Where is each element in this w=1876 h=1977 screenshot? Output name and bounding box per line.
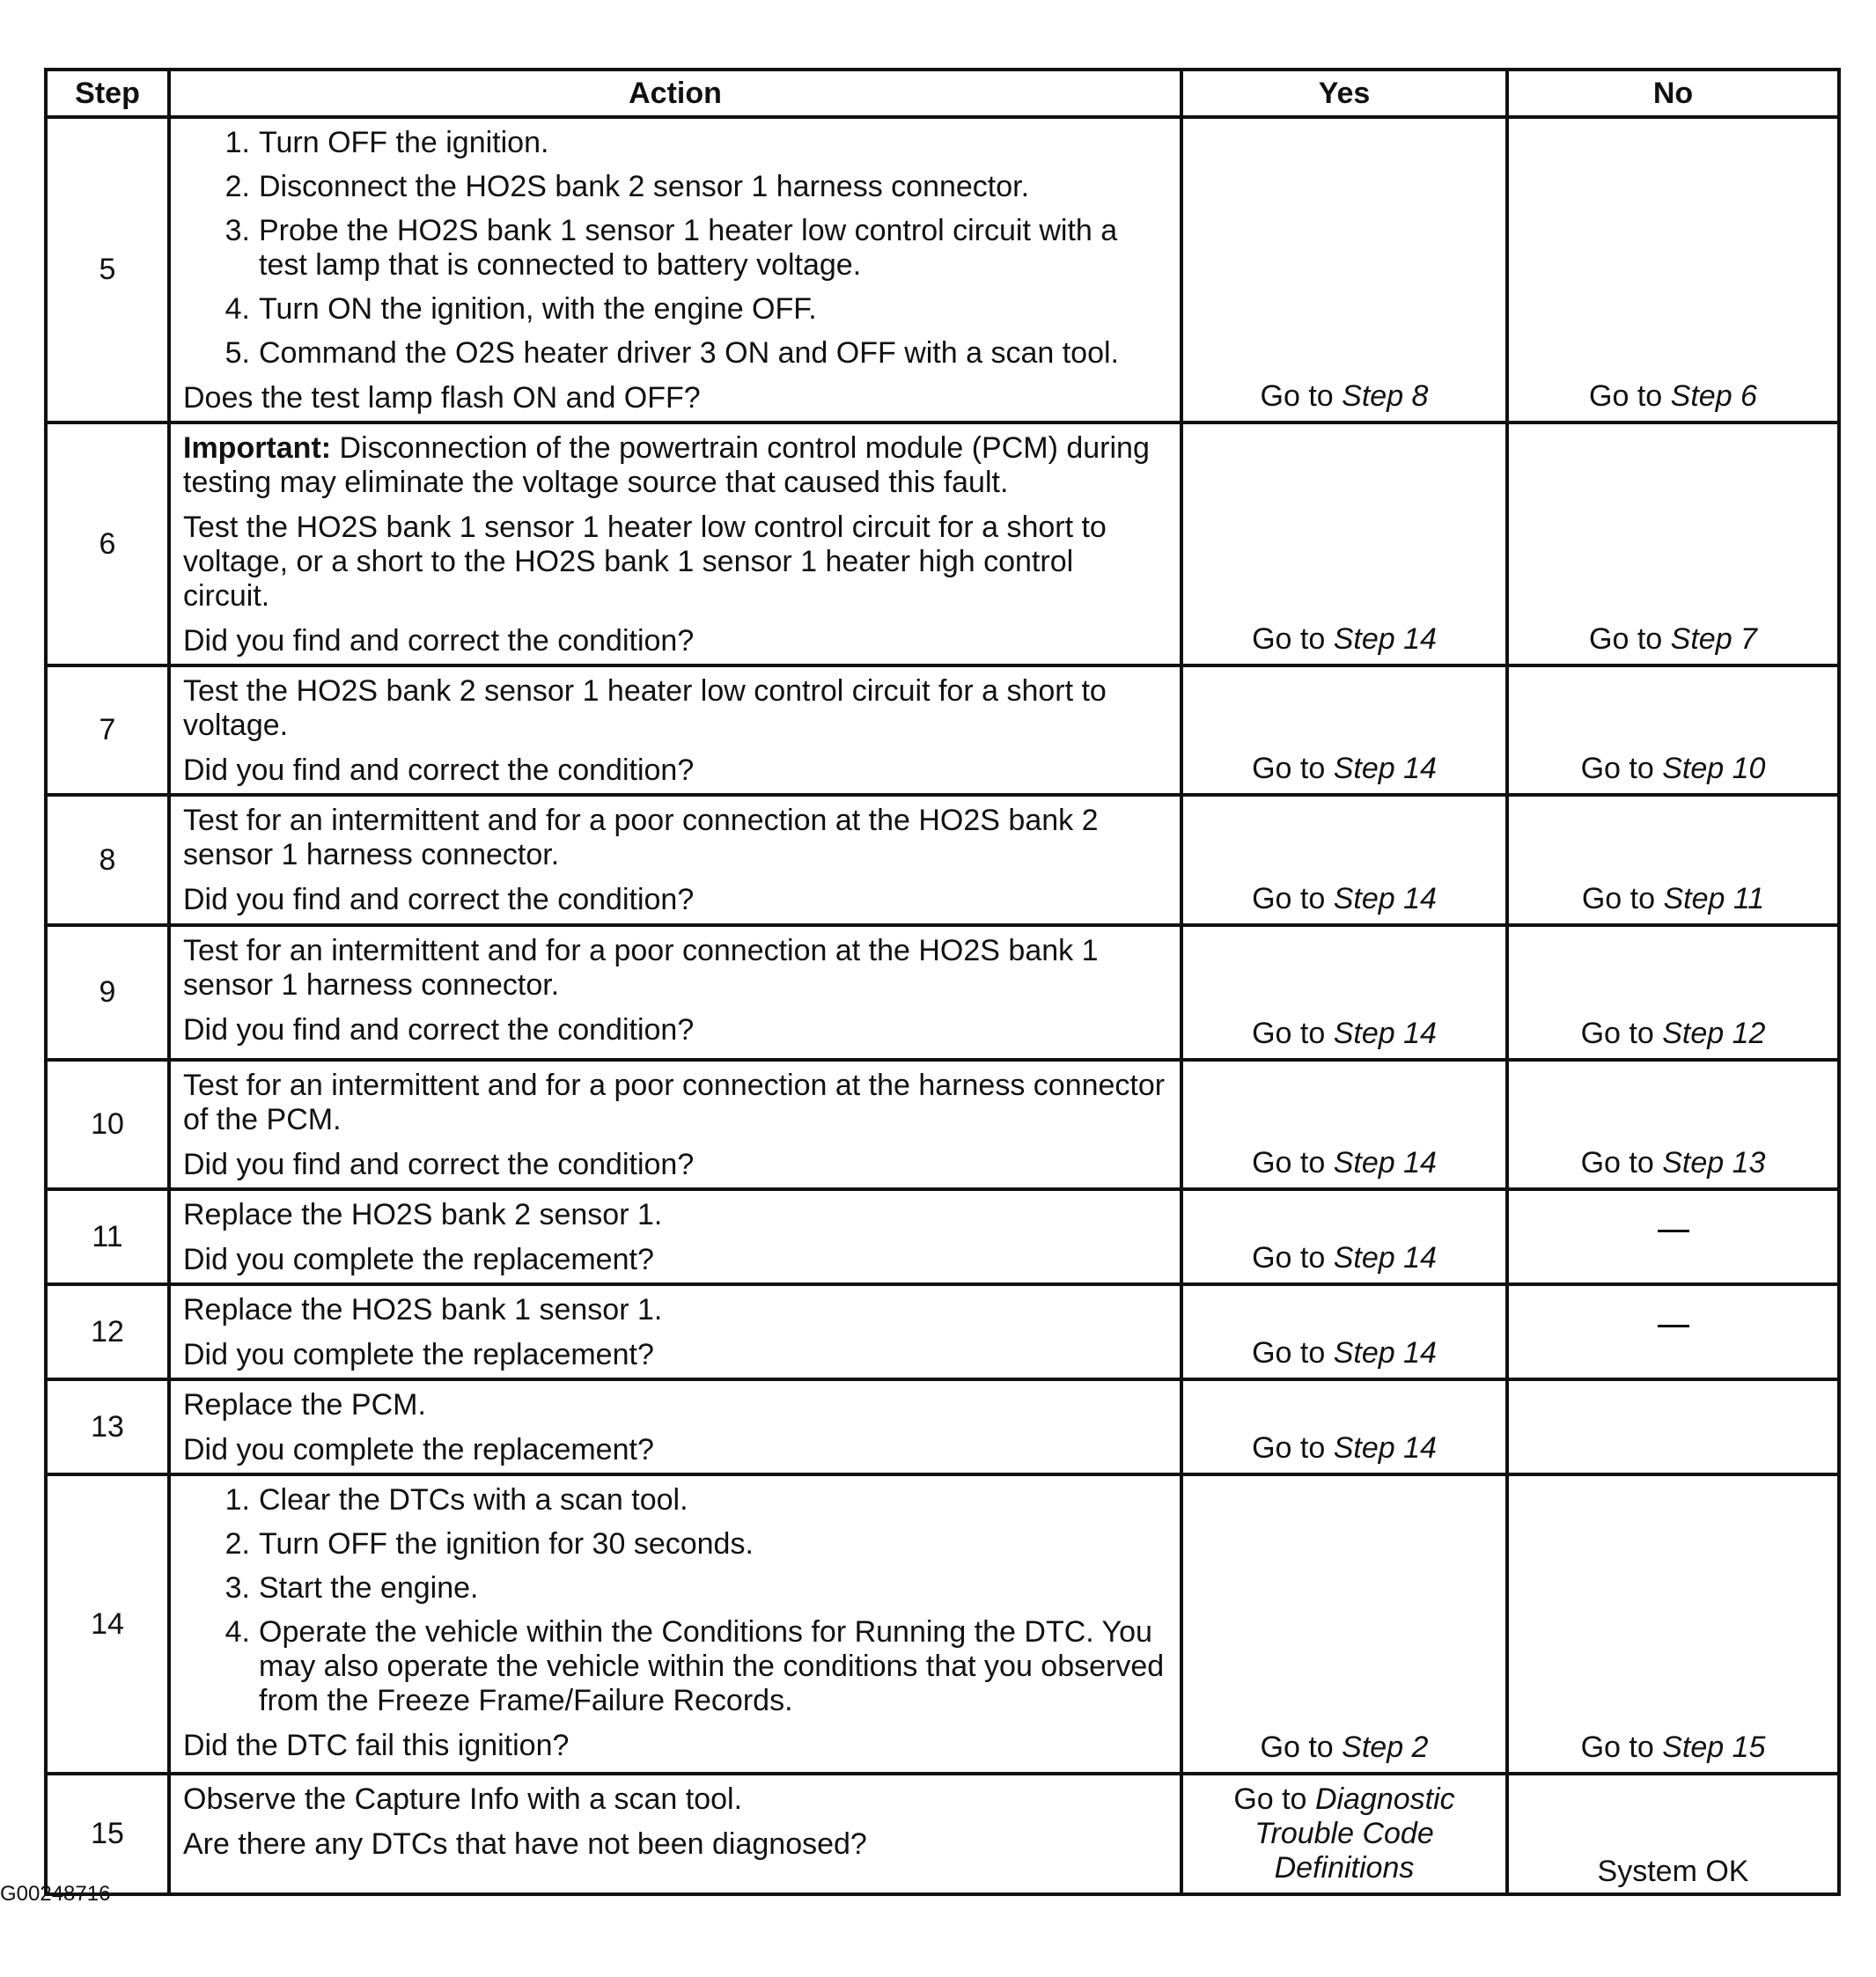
list-number: 1.: [224, 1483, 250, 1517]
yes-result: [1181, 423, 1507, 665]
step-reference: Step 8: [1342, 379, 1429, 413]
list-text: Operate the vehicle within the Conditions for Running the DTC. You may also operate the vehicle within the conditions that you observed from the Freeze Frame/Failure Records.: [259, 1615, 1165, 1717]
action-cell: [169, 1284, 1181, 1379]
action-cell: [169, 117, 1181, 423]
step-number: 6: [46, 423, 169, 665]
step-number: 11: [46, 1189, 169, 1284]
result-prefix: Go to: [1580, 1731, 1654, 1764]
list-number: 1.: [224, 126, 250, 159]
step-reference: Step 14: [1333, 1146, 1437, 1180]
list-item: [183, 126, 1167, 160]
no-result: [1507, 665, 1839, 795]
action-question: Are there any DTCs that have not been diagnosed?: [183, 1827, 867, 1861]
list-text: Clear the DTCs with a scan tool.: [259, 1483, 688, 1517]
action-text: Test for an intermittent and for a poor connection at the HO2S bank 1 sensor 1 harness connector.: [183, 934, 1099, 1002]
yes-result: [1181, 1774, 1507, 1894]
action-question: Did you find and correct the condition?: [183, 1013, 695, 1047]
result-prefix: Go to: [1580, 1146, 1654, 1180]
step-reference: Step 12: [1662, 1017, 1766, 1050]
result-prefix: Go to: [1580, 1017, 1654, 1050]
yes-result: [1181, 1284, 1507, 1379]
step-reference: Step 6: [1670, 379, 1757, 413]
action-cell: [169, 1379, 1181, 1474]
step-number: 7: [46, 665, 169, 795]
action-question: Did the DTC fail this ignition?: [183, 1729, 570, 1762]
list-item: [183, 1571, 1167, 1606]
table-row: [46, 795, 1839, 925]
no-result: [1507, 1379, 1839, 1474]
result-prefix: Go to: [1233, 1782, 1307, 1816]
list-text: Turn OFF the ignition.: [259, 126, 549, 159]
action-text: Replace the HO2S bank 1 sensor 1.: [183, 1293, 663, 1327]
not-applicable-dash: [1658, 1230, 1689, 1232]
header-no: No: [1507, 70, 1839, 117]
action-cell: [169, 665, 1181, 795]
action-text: Observe the Capture Info with a scan tool.: [183, 1782, 743, 1816]
action-cell: [169, 1774, 1181, 1894]
table-row: [46, 665, 1839, 795]
step-number: 12: [46, 1284, 169, 1379]
action-question: Did you find and correct the condition?: [183, 1148, 695, 1181]
list-number: 4.: [224, 1615, 250, 1649]
table-row: [46, 925, 1839, 1060]
list-item: [183, 214, 1167, 283]
result-prefix: Go to: [1589, 622, 1663, 656]
table-row: [46, 1284, 1839, 1379]
step-reference: Step 15: [1662, 1731, 1766, 1764]
result-prefix: Go to: [1252, 882, 1326, 915]
list-number: 2.: [224, 1527, 250, 1561]
no-result: [1507, 1474, 1839, 1774]
result-prefix: Go to: [1581, 882, 1656, 915]
list-text: Probe the HO2S bank 1 sensor 1 heater low control circuit with a test lamp that is connected to battery voltage.: [259, 214, 1118, 282]
step-reference: Step 14: [1333, 1017, 1437, 1050]
result-prefix: Go to: [1252, 1431, 1326, 1465]
result-prefix: Go to: [1260, 379, 1334, 413]
step-reference: Step 14: [1333, 752, 1437, 785]
result-prefix: Go to: [1589, 379, 1663, 413]
action-cell: [169, 1060, 1181, 1189]
action-text: Test for an intermittent and for a poor connection at the harness connector of the PCM.: [183, 1069, 1166, 1136]
action-text: Test for an intermittent and for a poor connection at the HO2S bank 2 sensor 1 harness connector.: [183, 804, 1099, 871]
step-reference: Step 13: [1662, 1146, 1766, 1180]
action-cell: [169, 795, 1181, 925]
no-result: System OK: [1507, 1774, 1839, 1894]
list-item: [183, 1483, 1167, 1518]
table-row: [46, 1379, 1839, 1474]
action-question: Did you find and correct the condition?: [183, 753, 695, 787]
step-reference: Step 7: [1670, 622, 1757, 656]
action-cell: [169, 1189, 1181, 1284]
yes-result: [1181, 925, 1507, 1060]
yes-result: [1181, 795, 1507, 925]
header-row: [46, 70, 1839, 117]
diagnostic-table: [44, 68, 1841, 1896]
no-result: [1507, 117, 1839, 423]
list-text: Turn ON the ignition, with the engine OFF.: [259, 292, 817, 326]
yes-result: [1181, 1060, 1507, 1189]
yes-result: [1181, 665, 1507, 795]
step-reference: Step 2: [1342, 1731, 1429, 1764]
result-prefix: Go to: [1260, 1731, 1334, 1764]
step-reference: Step 14: [1333, 1431, 1437, 1465]
no-result: [1507, 925, 1839, 1060]
no-result: [1507, 1284, 1839, 1379]
result-prefix: Go to: [1252, 1146, 1326, 1180]
table-row: [46, 423, 1839, 665]
action-question: Does the test lamp flash ON and OFF?: [183, 381, 701, 415]
table-row: [46, 1060, 1839, 1189]
header-yes: Yes: [1181, 70, 1507, 117]
list-number: 3.: [224, 214, 250, 247]
table-row: [46, 1474, 1839, 1774]
important-label: Important:: [183, 431, 332, 465]
action-question: Did you complete the replacement?: [183, 1243, 654, 1276]
list-item: [183, 170, 1167, 204]
step-number: 10: [46, 1060, 169, 1189]
action-cell: [169, 423, 1181, 665]
action-cell: [169, 925, 1181, 1060]
step-reference: Step 14: [1333, 882, 1437, 915]
action-text: Replace the PCM.: [183, 1388, 426, 1422]
step-reference: Step 10: [1662, 752, 1766, 785]
important-note: [183, 431, 1167, 500]
important-text: Disconnection of the powertrain control module (PCM) during testing may eliminate the voltage source that caused this fault.: [183, 431, 1150, 499]
result-prefix: Go to: [1252, 752, 1326, 785]
action-question: Did you complete the replacement?: [183, 1338, 654, 1371]
list-number: 3.: [224, 1571, 250, 1605]
not-applicable-dash: [1658, 1325, 1689, 1327]
no-result: [1507, 1189, 1839, 1284]
step-number: 5: [46, 117, 169, 423]
action-question: Did you find and correct the condition?: [183, 883, 695, 916]
action-cell: [169, 1474, 1181, 1774]
list-item: [183, 336, 1167, 371]
result-prefix: Go to: [1580, 752, 1654, 785]
action-text: Test the HO2S bank 1 sensor 1 heater low control circuit for a short to voltage, or a short to the HO2S bank 1 sensor 1 heater high control circuit.: [183, 511, 1107, 613]
list-item: [183, 1527, 1167, 1562]
list-number: 4.: [224, 292, 250, 326]
table-row: [46, 1774, 1839, 1894]
step-reference: Step 14: [1333, 1241, 1437, 1275]
list-number: 2.: [224, 170, 250, 203]
result-prefix: Go to: [1252, 622, 1326, 656]
action-question: Did you find and correct the condition?: [183, 624, 695, 658]
yes-result: [1181, 1189, 1507, 1284]
no-result: [1507, 423, 1839, 665]
yes-result: [1181, 117, 1507, 423]
step-number: 13: [46, 1379, 169, 1474]
action-text: Test the HO2S bank 2 sensor 1 heater low control circuit for a short to voltage.: [183, 674, 1107, 742]
list-text: Turn OFF the ignition for 30 seconds.: [259, 1527, 754, 1561]
no-result: [1507, 1060, 1839, 1189]
document-id: G00248716: [0, 1882, 111, 1906]
step-reference: Diagnostic Trouble Code Definitions: [1254, 1782, 1455, 1885]
result-prefix: Go to: [1252, 1336, 1326, 1370]
table-row: [46, 117, 1839, 423]
step-number: 14: [46, 1474, 169, 1774]
header-step: Step: [46, 70, 169, 117]
step-reference: Step 14: [1333, 1336, 1437, 1370]
action-question: Did you complete the replacement?: [183, 1433, 654, 1466]
list-number: 5.: [224, 336, 250, 370]
result-prefix: Go to: [1252, 1241, 1326, 1275]
action-text: Replace the HO2S bank 2 sensor 1.: [183, 1198, 663, 1231]
table-row: [46, 1189, 1839, 1284]
header-action: Action: [169, 70, 1181, 117]
list-text: Command the O2S heater driver 3 ON and OFF with a scan tool.: [259, 336, 1119, 370]
list-item: [183, 292, 1167, 327]
yes-result: [1181, 1474, 1507, 1774]
step-number: 8: [46, 795, 169, 925]
step-number: 15: [46, 1774, 169, 1894]
step-reference: Step 11: [1663, 882, 1765, 915]
list-text: Start the engine.: [259, 1571, 479, 1605]
step-reference: Step 14: [1333, 622, 1437, 656]
list-text: Disconnect the HO2S bank 2 sensor 1 harness connector.: [259, 170, 1030, 203]
list-item: [183, 1615, 1167, 1718]
result-prefix: Go to: [1252, 1017, 1326, 1050]
no-result: [1507, 795, 1839, 925]
action-list: [183, 1483, 1167, 1718]
step-number: 9: [46, 925, 169, 1060]
action-list: [183, 126, 1167, 371]
yes-result: [1181, 1379, 1507, 1474]
